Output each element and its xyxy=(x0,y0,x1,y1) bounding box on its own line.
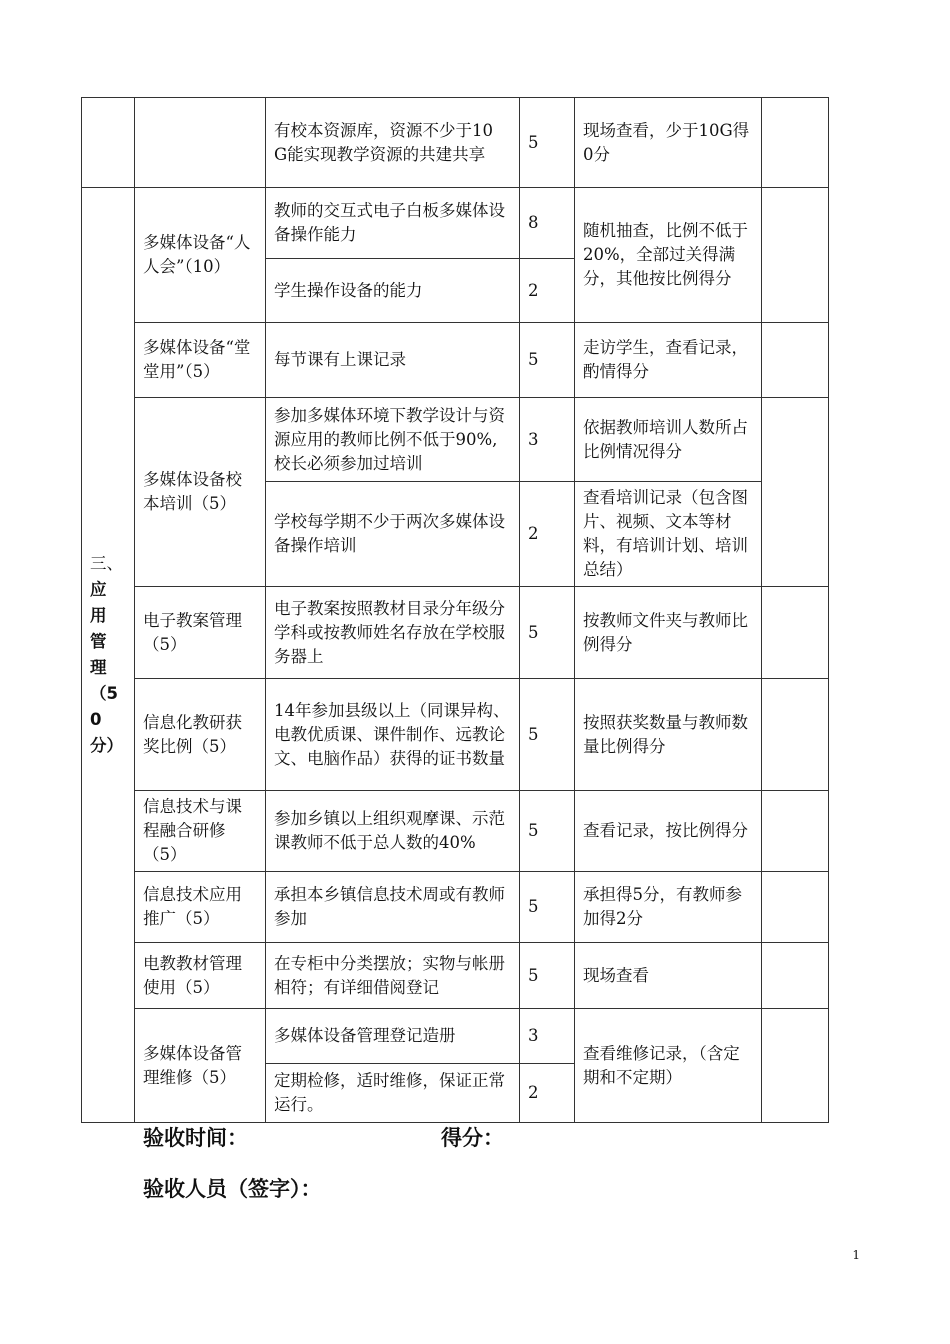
category-cell: 多媒体设备校本培训（5） xyxy=(135,398,266,587)
result-cell xyxy=(762,943,829,1009)
score-cell: 5 xyxy=(520,791,575,872)
score-cell: 2 xyxy=(520,482,575,587)
item-cell: 参加多媒体环境下教学设计与资源应用的教师比例不低于90%,校长必须参加过培训 xyxy=(266,398,520,482)
item-cell: 每节课有上课记录 xyxy=(266,323,520,398)
method-cell: 随机抽查，比例不低于20%，全部过关得满分，其他按比例得分 xyxy=(575,188,762,323)
method-cell: 查看记录，按比例得分 xyxy=(575,791,762,872)
section-line: 管 xyxy=(90,632,107,651)
category-cell: 信息技术与课程融合研修（5） xyxy=(135,791,266,872)
acceptance-staff-line xyxy=(143,1173,322,1203)
score-line xyxy=(441,1122,504,1152)
result-cell xyxy=(762,679,829,791)
table-row xyxy=(82,1009,829,1064)
method-cell: 查看维修记录，（含定期和不定期） xyxy=(575,1009,762,1123)
score-label: 得分： xyxy=(441,1126,504,1150)
result-cell xyxy=(762,791,829,872)
item-cell: 定期检修，适时维修，保证正常运行。 xyxy=(266,1064,520,1123)
category-cell: 信息技术应用推广（5） xyxy=(135,872,266,943)
result-cell xyxy=(762,872,829,943)
score-cell: 5 xyxy=(520,872,575,943)
acceptance-staff-label: 验收人员（签字）： xyxy=(143,1177,322,1201)
score-cell: 5 xyxy=(520,587,575,679)
score-cell: 3 xyxy=(520,398,575,482)
category-cell: 电子教案管理（5） xyxy=(135,587,266,679)
score-cell: 5 xyxy=(520,323,575,398)
method-cell: 现场查看 xyxy=(575,943,762,1009)
section-line: 用 xyxy=(90,606,107,625)
method-cell: 现场查看，少于10G得0分 xyxy=(575,98,762,188)
section-line: 三、 xyxy=(90,554,123,573)
table-row xyxy=(82,98,829,188)
result-cell xyxy=(762,323,829,398)
table-row xyxy=(82,872,829,943)
table-row xyxy=(82,791,829,872)
category-cell: 多媒体设备管理维修（5） xyxy=(135,1009,266,1123)
item-cell: 多媒体设备管理登记造册 xyxy=(266,1009,520,1064)
category-cell: 多媒体设备“堂堂用”（5） xyxy=(135,323,266,398)
page-number: 1 xyxy=(852,1248,860,1262)
item-cell: 电子教案按照教材目录分年级分学科或按教师姓名存放在学校服务器上 xyxy=(266,587,520,679)
item-cell: 14年参加县级以上（同课异构、电教优质课、课件制作、远教论文、电脑作品）获得的证书数量 xyxy=(266,679,520,791)
method-cell: 按教师文件夹与教师比例得分 xyxy=(575,587,762,679)
table-row xyxy=(82,679,829,791)
item-cell: 承担本乡镇信息技术周或有教师参加 xyxy=(266,872,520,943)
evaluation-table xyxy=(81,97,829,1123)
section-line: 理 xyxy=(90,658,107,677)
item-cell: 教师的交互式电子白板多媒体设备操作能力 xyxy=(266,188,520,259)
section-line: （50 xyxy=(90,684,118,729)
score-cell: 8 xyxy=(520,188,575,259)
score-cell: 3 xyxy=(520,1009,575,1064)
category-cell xyxy=(135,98,266,188)
result-cell xyxy=(762,398,829,587)
acceptance-time-line xyxy=(143,1122,248,1152)
score-cell: 2 xyxy=(520,259,575,323)
section-line: 应 xyxy=(90,580,107,599)
item-cell: 学校每学期不少于两次多媒体设备操作培训 xyxy=(266,482,520,587)
method-cell: 查看培训记录（包含图片、视频、文本等材料，有培训计划、培训总结） xyxy=(575,482,762,587)
category-cell: 信息化教研获奖比例（5） xyxy=(135,679,266,791)
score-cell: 5 xyxy=(520,98,575,188)
item-cell: 参加乡镇以上组织观摩课、示范课教师不低于总人数的40% xyxy=(266,791,520,872)
method-cell: 按照获奖数量与教师数量比例得分 xyxy=(575,679,762,791)
table-row xyxy=(82,323,829,398)
item-cell: 有校本资源库，资源不少于10 G能实现教学资源的共建共享 xyxy=(266,98,520,188)
result-cell xyxy=(762,587,829,679)
table-row xyxy=(82,587,829,679)
table-row xyxy=(82,188,829,259)
item-cell: 学生操作设备的能力 xyxy=(266,259,520,323)
category-cell: 电教教材管理使用（5） xyxy=(135,943,266,1009)
result-cell xyxy=(762,98,829,188)
score-cell: 5 xyxy=(520,679,575,791)
result-cell xyxy=(762,188,829,323)
method-cell: 承担得5分，有教师参加得2分 xyxy=(575,872,762,943)
category-cell: 多媒体设备“人人会”（10） xyxy=(135,188,266,323)
score-cell: 5 xyxy=(520,943,575,1009)
section-title-cell xyxy=(82,188,135,1123)
method-cell: 走访学生，查看记录，酌情得分 xyxy=(575,323,762,398)
item-cell: 在专柜中分类摆放；实物与帐册相符；有详细借阅登记 xyxy=(266,943,520,1009)
section-line: 分） xyxy=(90,736,123,755)
table-row xyxy=(82,943,829,1009)
score-cell: 2 xyxy=(520,1064,575,1123)
result-cell xyxy=(762,1009,829,1123)
section-cell-top xyxy=(82,98,135,188)
method-cell: 依据教师培训人数所占比例情况得分 xyxy=(575,398,762,482)
table-row xyxy=(82,398,829,482)
acceptance-time-label: 验收时间： xyxy=(143,1126,248,1150)
